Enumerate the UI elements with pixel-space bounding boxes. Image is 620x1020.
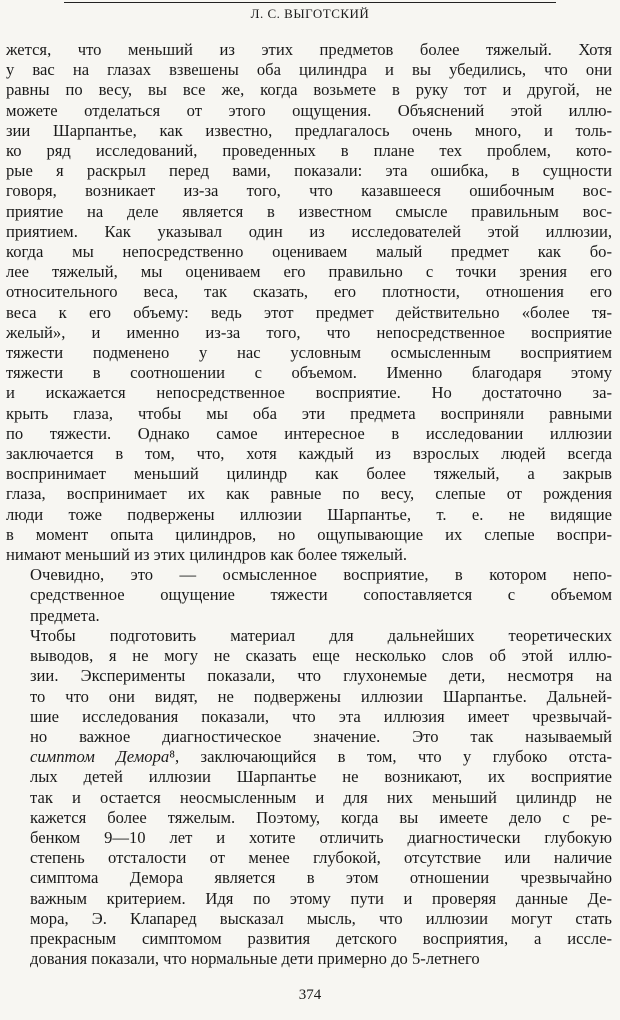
text-line: так и остается неосмысленным и для них меньший цилиндр не — [30, 787, 612, 807]
body-text — [6, 40, 612, 969]
text-line: приятие на деле является в известном смысле правильным вос- — [6, 201, 612, 221]
text-line: прекрасным симптомом развития детского восприятия, а иссле- — [30, 928, 612, 948]
paragraph — [6, 565, 612, 626]
text-line: жется, что меньший из этих предметов более тяжелый. Хотя — [6, 40, 612, 59]
header-rule — [64, 2, 556, 3]
paragraph — [6, 626, 612, 969]
text-line: можете отделаться от этого ощущения. Объяснений этой иллю- — [6, 100, 612, 120]
text-line: но важное диагностическое значение. Это так называемый — [30, 726, 612, 746]
text-line: Очевидно, это — осмысленное восприятие, в котором непо- — [30, 565, 612, 585]
italic-term: симптом Демора — [30, 747, 170, 767]
text-line: симптома Демора является в этом отношении чрезвычайно — [30, 868, 612, 888]
text-line: в момент опыта цилиндров, но ощупывающие их слепые воспри- — [6, 524, 612, 544]
text-line: то что они видят, не подвержены иллюзии Шарпантье. Дальней- — [30, 686, 612, 706]
text-line: воспринимает меньший цилиндр как более тяжелый, а закрыв — [6, 464, 612, 484]
text-line: тяжести подменено у нас условным осмысленным восприятием — [6, 343, 612, 363]
text-line: заключается в том, что, хотя каждый из взрослых людей всегда — [6, 444, 612, 464]
text-line: шие исследования показали, что эта иллюзия имеет чрезвычай- — [30, 706, 612, 726]
text-line: крыть глаза, чтобы мы оба эти предмета восприняли равными — [6, 403, 612, 423]
text-line: тяжести в соотношении с объемом. Именно благодаря этому — [6, 363, 612, 383]
text-line: желый», и именно из-за того, что непосредственное восприятие — [6, 322, 612, 342]
text-line: люди тоже подвержены иллюзии Шарпантье, т. е. не видящие — [6, 504, 612, 524]
text-line: зии Шарпантье, как известно, предлагалось очень много, и толь- — [6, 120, 612, 140]
text-line: степень отсталости от менее глубокой, отсутствие или наличие — [30, 848, 612, 868]
text-line: по тяжести. Однако самое интересное в исследовании иллюзии — [6, 423, 612, 443]
text-line: лых детей иллюзии Шарпантье не возникают, их восприятие — [30, 767, 612, 787]
text-line: Чтобы подготовить материал для дальнейших теоретических — [30, 625, 612, 645]
text-line: равны по весу, вы все же, когда возьмете в руку тот и другой, не — [6, 80, 612, 100]
text-line: приятием. Как указывал один из исследователей этой иллюзии, — [6, 221, 612, 241]
text-line: рые я раскрыл перед вами, показали: эта ошибка, в сущности — [6, 161, 612, 181]
page-number: 374 — [298, 987, 322, 1003]
text-line: дования показали, что нормальные дети примерно до 5-летнего — [30, 949, 480, 969]
text-line: глаза, воспринимает их как равные по весу, слепые от рождения — [6, 484, 612, 504]
text-line: когда мы непосредственно оцениваем малый предмет как бо- — [6, 242, 612, 262]
text-line: и искажается непосредственное восприятие. Но достаточно за- — [6, 383, 612, 403]
text-line: предмета. — [30, 605, 100, 625]
text-line: зии. Эксперименты показали, что глухонемые дети, несмотря на — [30, 666, 612, 686]
text-line: кажется более тяжелым. Поэтому, когда вы имеете дело с ре- — [30, 807, 612, 827]
text-line: лее тяжелый, мы оцениваем его правильно с точки зрения его — [6, 262, 612, 282]
text-line: говоря, возникает из-за того, что казавшееся ошибочным вос- — [6, 181, 612, 201]
paragraph — [6, 40, 612, 565]
text-line: мора, Э. Клапаред высказал мысль, что иллюзии могут стать — [30, 908, 612, 928]
text-line: бенком 9—10 лет и хотите отличить диагностически глубокую — [30, 827, 612, 847]
text-line: относительного веса, так сказать, его плотности, отношения его — [6, 282, 612, 302]
text-line: важным критерием. Идя по этому пути и проверяя данные Де- — [30, 888, 612, 908]
text-line: у вас на глазах взвешены оба цилиндра и вы убедились, что они — [6, 60, 612, 80]
text-line: ко ряд исследований, проведенных в плане тех проблем, кото- — [6, 141, 612, 161]
text-line: веса к его объему: ведь этот предмет действительно «более тя- — [6, 302, 612, 322]
text-line: средственное ощущение тяжести сопоставляется с объемом — [30, 585, 612, 605]
text-line: нимают меньший из этих цилиндров как более тяжелый. — [6, 545, 407, 565]
running-header — [60, 2, 560, 22]
text-line: выводов, я не могу не сказать еще несколько слов об этой иллю- — [30, 646, 612, 666]
text-line: симптом Демора⁸, заключающийся в том, что у глубоко отста- — [30, 747, 612, 767]
running-title: Л. С. ВЫГОТСКИЙ — [250, 6, 370, 21]
